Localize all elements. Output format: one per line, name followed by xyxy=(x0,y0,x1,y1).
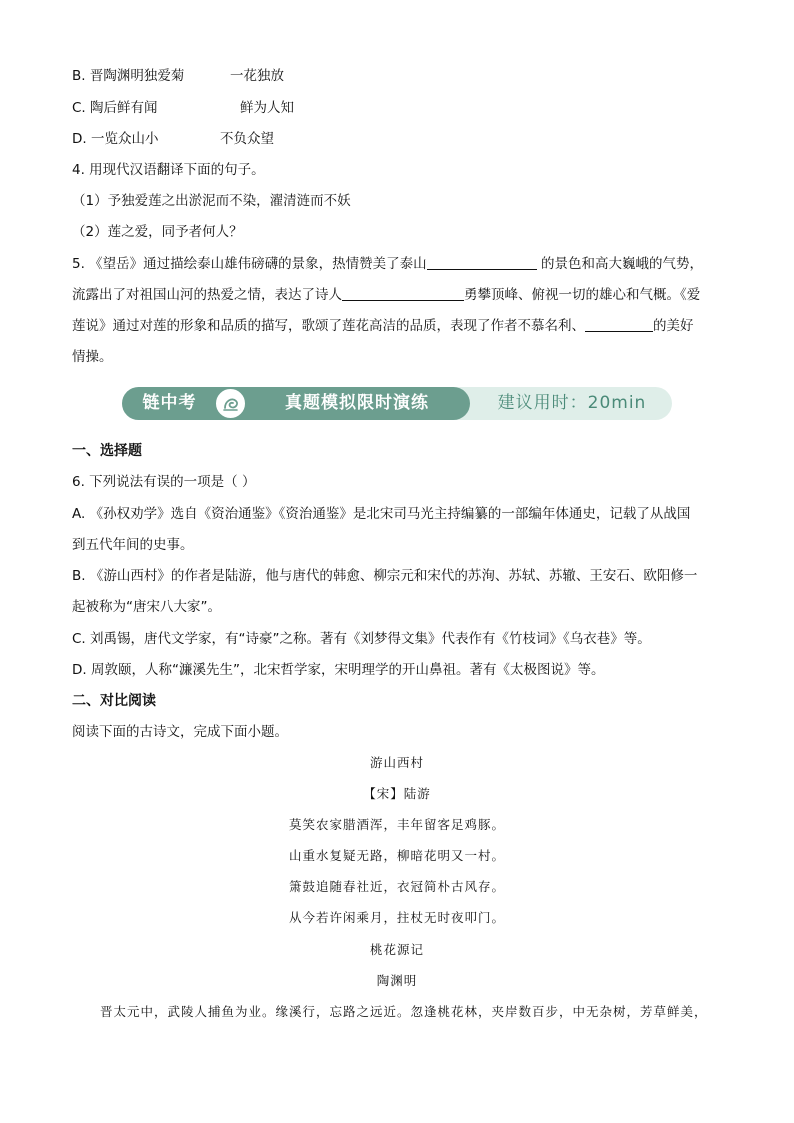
q5-line-2b: 勇攀顶峰、俯视一切的雄心和气概。《爱 xyxy=(464,287,701,303)
poem-line-4: 从今若许闲乘月，拄杖无时夜叩门。 xyxy=(288,910,505,925)
q4-sentence-2: （2）莲之爱，同予者何人？ xyxy=(72,224,243,240)
q3-option-b-label: B. 晋陶渊明独爱菊 xyxy=(72,68,185,84)
q5-line-3a: 莲说》通过对莲的形象和品质的描写，歌颂了莲花高洁的品质，表现了作者不慕名利、 xyxy=(72,318,585,334)
q5-line-1b: 的景色和高大巍峨的气势， xyxy=(536,256,703,272)
prose-line-1: 晋太元中，武陵人捕鱼为业。缘溪行，忘路之远近。忽逢桃花林，夹岸数百步，中无杂树，芳草鲜美， xyxy=(100,1004,708,1019)
section-2-intro: 阅读下面的古诗文，完成下面小题。 xyxy=(72,724,288,740)
q5-blank-3[interactable] xyxy=(585,317,653,332)
section-2-heading: 二、对比阅读 xyxy=(72,693,156,709)
poem-author: 【宋】陆游 xyxy=(363,786,431,801)
swirl-icon xyxy=(216,389,245,418)
q3-option-d-right: 不负众望 xyxy=(220,131,274,147)
q6-option-b-line-2: 起被称为“唐宋八大家”。 xyxy=(72,599,221,615)
q3-option-c-right: 鲜为人知 xyxy=(240,100,294,116)
q6-option-c: C. 刘禹锡，唐代文学家，有“诗豪”之称。著有《刘梦得文集》代表作有《竹枝词》《乌衣巷》等。 xyxy=(72,631,651,647)
q5-line-3b: 的美好 xyxy=(653,318,694,334)
banner-suggested-time: 建议用时：20min xyxy=(497,393,647,413)
banner-middle-label: 真题模拟限时演练 xyxy=(285,393,429,413)
q3-option-b xyxy=(72,66,284,86)
q3-option-c xyxy=(72,98,294,118)
poem-line-1: 莫笑农家腊酒浑，丰年留客足鸡豚。 xyxy=(288,817,505,832)
section-banner xyxy=(122,387,672,420)
q3-option-b-right: 一花独放 xyxy=(230,68,284,84)
q5-line-1 xyxy=(72,254,703,274)
section-1-heading: 一、选择题 xyxy=(72,443,142,459)
q3-option-d-label: D. 一览众山小 xyxy=(72,131,159,147)
q6-option-a-line-1: A. 《孙权劝学》选自《资治通鉴》《资治通鉴》是北宋司马光主持编纂的一部编年体通史，记载了从战国 xyxy=(72,506,691,522)
poem-line-3: 箫鼓追随春社近，衣冠简朴古风存。 xyxy=(288,879,505,894)
q3-option-c-label: C. 陶后鲜有闻 xyxy=(72,100,158,116)
q6-option-a-line-2: 到五代年间的史事。 xyxy=(72,537,194,553)
banner-left-label: 链中考 xyxy=(142,393,197,413)
q5-line-2a: 流露出了对祖国山河的热爱之情，表达了诗人 xyxy=(72,287,342,303)
q6-option-d: D. 周敦颐，人称“濂溪先生”，北宋哲学家，宋明理学的开山鼻祖。著有《太极图说》等。 xyxy=(72,662,605,678)
q5-line-2 xyxy=(72,285,700,305)
poem-line-2: 山重水复疑无路，柳暗花明又一村。 xyxy=(288,848,505,863)
q4-stem: 4. 用现代汉语翻译下面的句子。 xyxy=(72,162,265,178)
prose-title: 桃花源记 xyxy=(369,942,424,957)
q5-line-3 xyxy=(72,316,694,336)
banner-emblem xyxy=(215,388,246,419)
q5-line-1a: 5. 《望岳》通过描绘泰山雄伟磅礴的景象，热情赞美了泰山 xyxy=(72,256,427,272)
q4-sentence-1: （1）予独爱莲之出淤泥而不染，濯清涟而不妖 xyxy=(72,193,351,209)
q5-blank-1[interactable] xyxy=(427,255,537,270)
q5-blank-2[interactable] xyxy=(342,286,464,301)
poem-title: 游山西村 xyxy=(369,755,424,770)
prose-author: 陶渊明 xyxy=(376,973,418,988)
q5-line-4: 情操。 xyxy=(72,349,113,365)
q3-option-d xyxy=(72,129,274,149)
q6-option-b-line-1: B. 《游山西村》的作者是陆游，他与唐代的韩愈、柳宗元和宋代的苏洵、苏轼、苏辙、王安石、欧阳修一 xyxy=(72,568,698,584)
q6-stem: 6. 下列说法有误的一项是（ ） xyxy=(72,474,256,490)
